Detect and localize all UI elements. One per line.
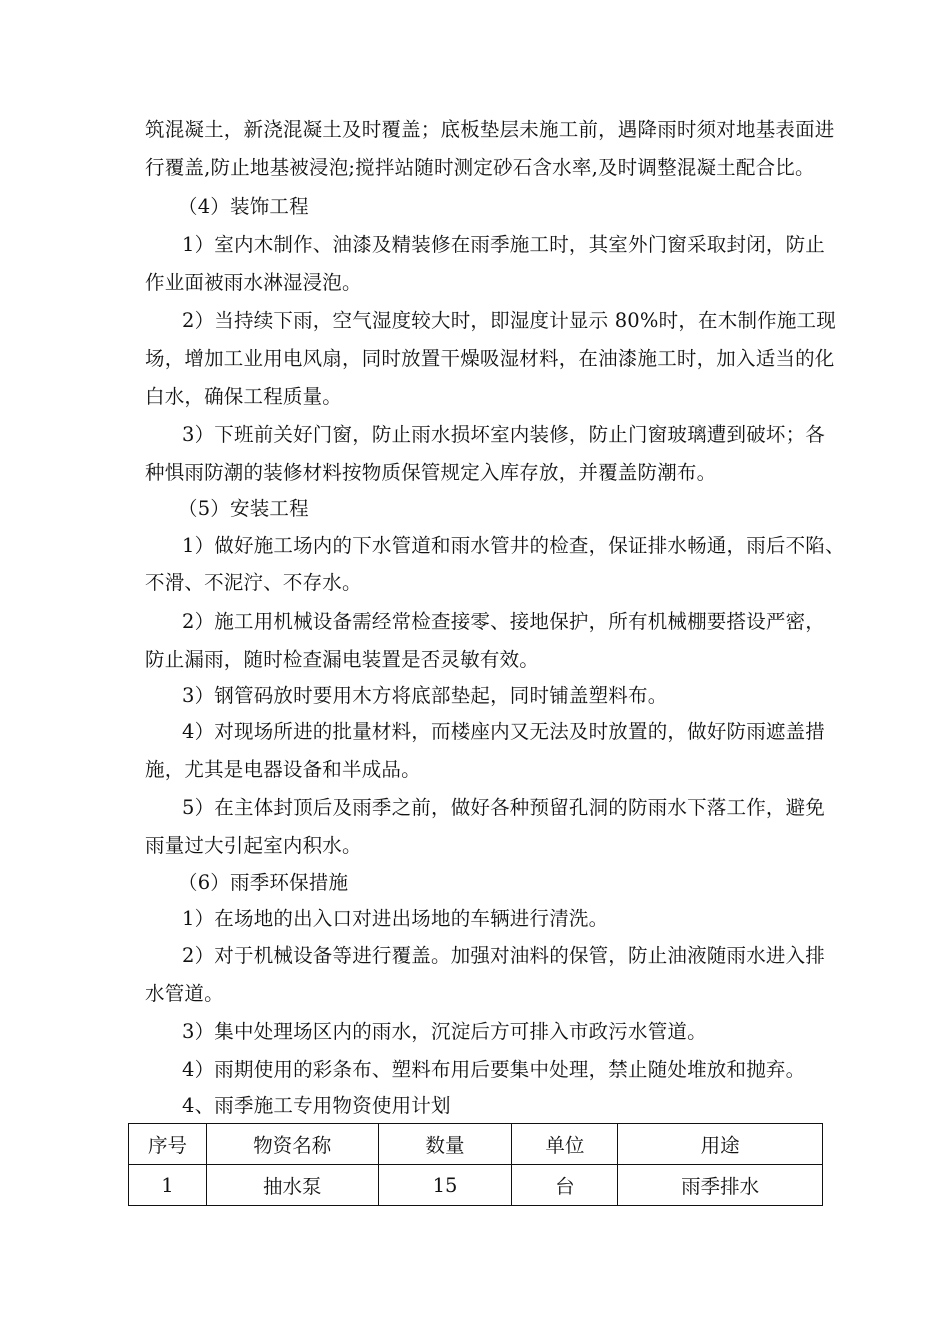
- materials-table: [128, 1123, 823, 1206]
- body-text-line: 1）室内木制作、油漆及精装修在雨季施工时，其室外门窗采取封闭，防止: [182, 233, 826, 256]
- header-cell-quantity: 数量: [378, 1124, 512, 1165]
- section-heading-rainy-season-environment: （6）雨季环保措施: [178, 871, 349, 894]
- header-cell-purpose: 用途: [618, 1124, 823, 1165]
- section-heading-installation: （5）安装工程: [178, 497, 309, 520]
- section-heading-decoration: （4）装饰工程: [178, 195, 309, 218]
- cell-quantity: 15: [378, 1165, 512, 1206]
- body-text-line: 3）钢管码放时要用木方将底部垫起，同时铺盖塑料布。: [182, 684, 668, 707]
- body-text-line: 施，尤其是电器设备和半成品。: [145, 758, 421, 781]
- table-header-row: [129, 1124, 823, 1165]
- cell-purpose: 雨季排水: [618, 1165, 823, 1206]
- body-text-line: 2）当持续下雨，空气湿度较大时，即湿度计显示 80%时，在木制作施工现: [182, 309, 836, 332]
- body-text-line: 4）雨期使用的彩条布、塑料布用后要集中处理，禁止随处堆放和抛弃。: [182, 1058, 806, 1081]
- body-text-line: 防止漏雨，随时检查漏电装置是否灵敏有效。: [145, 648, 540, 671]
- section-heading-material-plan: 4、雨季施工专用物资使用计划: [182, 1094, 451, 1117]
- header-cell-index: 序号: [129, 1124, 207, 1165]
- header-cell-name: 物资名称: [206, 1124, 378, 1165]
- body-text-line: 2）对于机械设备等进行覆盖。加强对油料的保管，防止油液随雨水进入排: [182, 944, 826, 967]
- body-text-line: 3）下班前关好门窗，防止雨水损坏室内装修，防止门窗玻璃遭到破坏；各: [182, 423, 826, 446]
- body-text-line: 1）做好施工场内的下水管道和雨水管井的检查，保证排水畅通，雨后不陷、: [182, 534, 845, 557]
- table-row: [129, 1165, 823, 1206]
- body-text-line: 不滑、不泥泞、不存水。: [145, 571, 362, 594]
- body-text-line: 5）在主体封顶后及雨季之前，做好各种预留孔洞的防雨水下落工作，避免: [182, 796, 826, 819]
- header-cell-unit: 单位: [512, 1124, 618, 1165]
- body-text-line: 场，增加工业用电风扇，同时放置干燥吸湿材料，在油漆施工时，加入适当的化: [145, 347, 835, 370]
- body-text-line: 作业面被雨水淋湿浸泡。: [145, 271, 362, 294]
- cell-name: 抽水泵: [206, 1165, 378, 1206]
- body-text-line: 2）施工用机械设备需经常检查接零、接地保护，所有机械棚要搭设严密，: [182, 610, 826, 633]
- body-text-line: 4）对现场所进的批量材料，而楼座内又无法及时放置的，做好防雨遮盖措: [182, 720, 826, 743]
- body-text-line: 行覆盖,防止地基被浸泡;搅拌站随时测定砂石含水率,及时调整混凝土配合比。: [145, 156, 815, 179]
- body-text-line: 1）在场地的出入口对进出场地的车辆进行清洗。: [182, 907, 609, 930]
- body-text-line: 白水，确保工程质量。: [145, 385, 343, 408]
- body-text-line: 筑混凝土，新浇混凝土及时覆盖；底板垫层未施工前，遇降雨时须对地基表面进: [145, 118, 835, 141]
- body-text-line: 雨量过大引起室内积水。: [145, 834, 362, 857]
- body-text-line: 种惧雨防潮的装修材料按物质保管规定入库存放，并覆盖防潮布。: [145, 461, 717, 484]
- cell-unit: 台: [512, 1165, 618, 1206]
- body-text-line: 水管道。: [145, 982, 224, 1005]
- cell-index: 1: [129, 1165, 207, 1206]
- body-text-line: 3）集中处理场区内的雨水，沉淀后方可排入市政污水管道。: [182, 1020, 707, 1043]
